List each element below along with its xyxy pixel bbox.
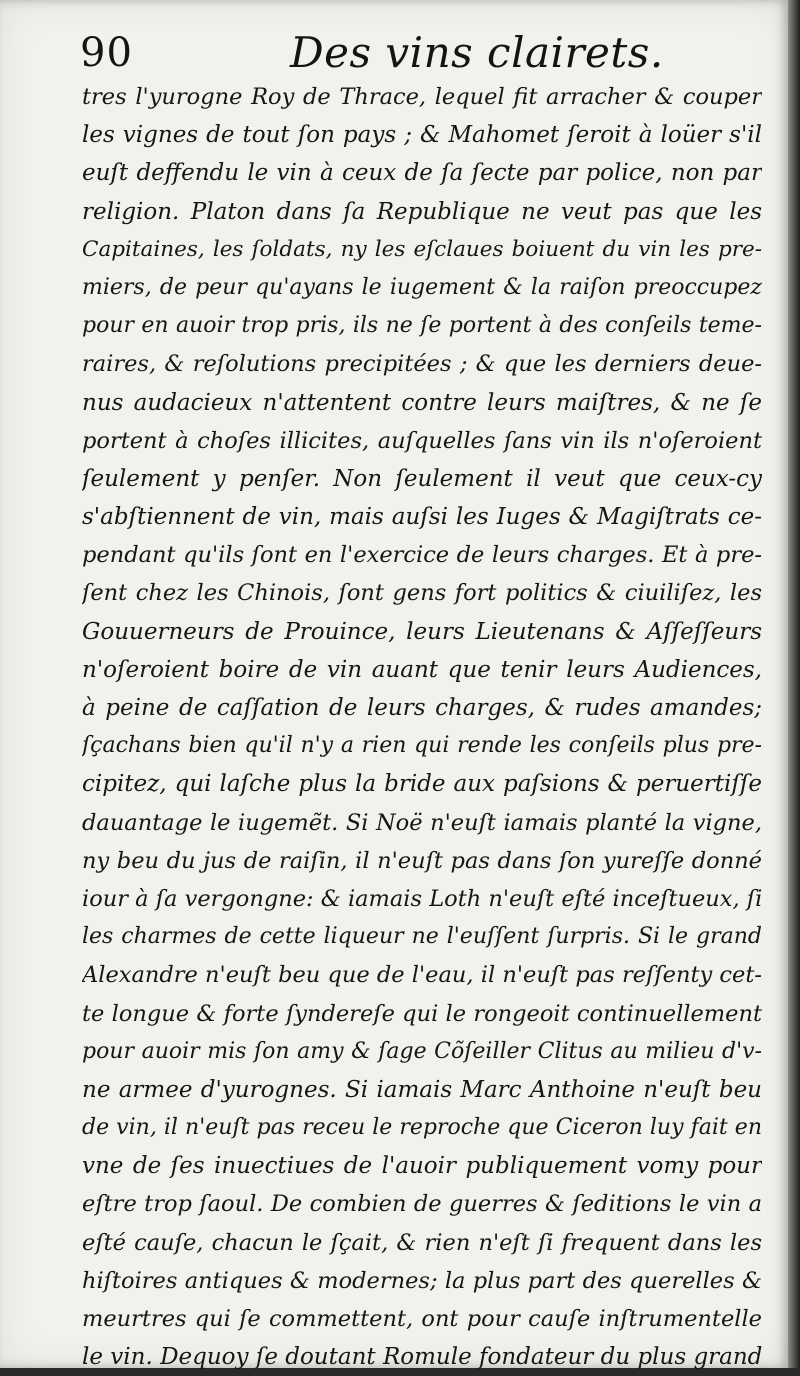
- text-line: ſeulement y penſer. Non ſeulement il veut que ceux-cy: [82, 465, 762, 492]
- running-title: Des vins clairets.: [290, 28, 664, 77]
- text-line: pour en auoir trop pris, ils ne ſe portent à des conſeils teme-: [82, 313, 762, 339]
- text-line: ſçachans bien qu'il n'y a rien qui rende les conſeils plus pre-: [82, 733, 762, 759]
- text-line: portent à choſes illicites, auſquelles ſans vin ils n'oſeroient: [82, 427, 762, 454]
- text-line: ne armee d'yurognes. Si iamais Marc Anthoine n'euſt beu: [82, 1076, 762, 1103]
- running-head: [80, 22, 760, 82]
- text-line: de vin, il n'euſt pas receu le reproche que Ciceron luy fait en: [82, 1115, 762, 1141]
- body-text: [82, 78, 762, 1376]
- text-line: eſtre trop ſaoul. De combien de guerres & ſeditions le vin a: [82, 1191, 762, 1218]
- text-line: iour à ſa vergongne: & iamais Loth n'euſt eſté inceſtueux, ſi: [82, 885, 762, 912]
- text-line: religion. Platon dans ſa Republique ne veut pas que les: [82, 198, 762, 225]
- text-line: n'oſeroient boire de vin auant que tenir leurs Audiences,: [82, 656, 762, 683]
- text-line: meurtres qui ſe commettent, ont pour cauſe inſtrumentelle: [82, 1306, 762, 1332]
- text-line: ny beu du jus de raiſin, il n'euſt pas dans ſon yureſſe donné: [82, 847, 762, 874]
- text-line: à peine de caſſation de leurs charges, & rudes amandes;: [82, 695, 762, 721]
- text-line: Alexandre n'euſt beu que de l'eau, il n'euſt pas reſſenty cet-: [82, 962, 762, 989]
- text-line: hiſtoires antiques & modernes; la plus part des querelles &: [82, 1267, 762, 1294]
- text-line: raires, & reſolutions precipitées ; & que les derniers deue-: [82, 351, 762, 378]
- text-line: eſté cauſe, chacun le ſçait, & rien n'eſt ſi frequent dans les: [82, 1229, 762, 1256]
- page-number: 90: [80, 30, 133, 76]
- text-line: cipitez, qui laſche plus la bride aux paſsions & peruertiſſe: [82, 771, 762, 798]
- text-line: te longue & forte ſyndereſe qui le rongeoit continuellement: [82, 1000, 762, 1027]
- text-line: nus audacieux n'attentent contre leurs maiſtres, & ne ſe: [82, 389, 762, 416]
- text-line: pendant qu'ils ſont en l'exercice de leurs charges. Et à pre-: [82, 542, 762, 569]
- text-line: s'abſtiennent de vin, mais auſsi les Iuges & Magiſtrats ce-: [82, 504, 762, 531]
- text-line: le vin. Dequoy ſe doutant Romule fondateur du plus grand: [82, 1344, 762, 1371]
- text-line: tres l'yurogne Roy de Thrace, lequel fit arracher & couper: [82, 84, 762, 110]
- text-line: Gouuerneurs de Prouince, leurs Lieutenans & Aſſeſſeurs: [82, 618, 762, 645]
- text-line: dauantage le iugemẽt. Si Noë n'euſt iamais planté la vigne,: [82, 809, 762, 836]
- text-line: les charmes de cette liqueur ne l'euſſent ſurpris. Si le grand: [82, 924, 762, 950]
- text-line: euſt deffendu le vin à ceux de ſa ſecte par police, non par: [82, 160, 762, 187]
- text-line: miers, de peur qu'ayans le iugement & la raiſon preoccupez: [82, 274, 762, 300]
- text-line: ſent chez les Chinois, ſont gens fort politics & ciuiliſez, les: [82, 580, 762, 607]
- text-line: les vignes de tout ſon pays ; & Mahomet ſeroit à loüer s'il: [82, 122, 762, 149]
- text-line: pour auoir mis ſon amy & ſage Cõſeiller Clitus au milieu d'v-: [82, 1038, 762, 1064]
- text-line: vne de ſes inuectiues de l'auoir publiquement vomy pour: [82, 1153, 762, 1180]
- text-line: Capitaines, les ſoldats, ny les eſclaues boiuent du vin les pre-: [82, 236, 762, 262]
- page-edge-shadow: [788, 0, 800, 1368]
